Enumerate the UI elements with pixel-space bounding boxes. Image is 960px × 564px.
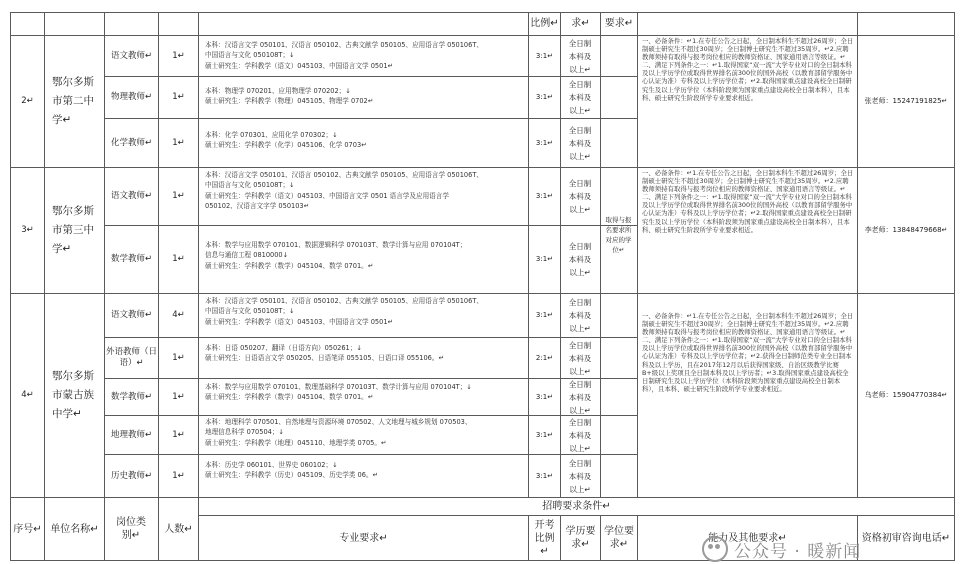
unit-name: 鄂尔多斯市蒙古族中学↵: [52, 370, 94, 420]
footer-ability: 能力及其他要求↵: [708, 532, 787, 544]
watermark: [702, 536, 861, 562]
major-req: 本科：日语 050207、翻译（日语方向）050261；↓ 硕士研究生：日语语言文学 050205、日语笔译 055105、日语口译 055106。↵: [205, 344, 444, 363]
footer-ratio: 开考比例↵: [534, 519, 555, 557]
rule: [10, 12, 954, 13]
header-ratio: 比例↵: [530, 18, 559, 29]
post-num: 1↵: [172, 391, 185, 402]
post-edu: 全日制本科及以上↵: [568, 298, 592, 333]
watermark-text: 公众号 · 暖新闻: [734, 541, 862, 562]
rule: [560, 12, 561, 498]
post-ratio: 3:1↵: [535, 392, 554, 401]
post-num: 1↵: [172, 254, 185, 264]
rule: [600, 515, 601, 561]
post-edu: 全日制本科及以上↵: [568, 417, 592, 453]
footer-major: 专业要求↵: [339, 532, 388, 544]
row-seq: 3↵: [21, 225, 34, 235]
post-ratio: 3:1↵: [535, 311, 554, 319]
degree-req: 取得与报名要求所对应的学位↵: [605, 216, 632, 254]
post-ratio: 3:1↵: [535, 471, 554, 480]
post-edu: 全日制本科及以上↵: [568, 340, 592, 376]
wechat-icon: [702, 536, 728, 562]
post-edu: 全日制本科及以上↵: [568, 125, 592, 161]
rule: [44, 12, 45, 561]
post-title: 数学教师↵: [110, 391, 153, 402]
footer-post-type: 岗位类别↵: [116, 517, 146, 541]
footer-contact: 资格初审咨询电话↵: [861, 532, 951, 544]
footer-unit: 单位名称↵: [50, 523, 99, 535]
post-title: 语文教师↵: [110, 310, 153, 320]
rule: [954, 12, 955, 561]
major-req: 本科：地理科学 070501、自然地理与资源环境 070502、人文地理与城乡规划 070503、 地理信息科学 070504；↓ 硕士研究生：学科教学（地理）045110、地理学类 0705。↵: [205, 418, 472, 447]
post-edu: 全日制本科及以上↵: [568, 379, 592, 415]
ability-req: 一、必备条件：↵1.在专任公告之日起，全日制本科生不超过26周岁；全日制硕士研究生不超过30周岁；全日制博士研究生不超过35周岁。↵2.应聘教师须持有取得与报考岗位相应的教师资格证、国家通用语言等级证。↵二、满足下列条件之一：↵1.取得国家“双一流”大学专业对口的全日制本科及以上学历学位或取得世界排名前300位的国外高校（以教育部留学服务中心认证为准）专科及以上学历学位者；↵2.取得国家重点建设高校全日制研究生及以上学历学位（本科阶段须为国家重点建设高校全日制本科），且本科、硕士研究生阶段所学专业要求相近。: [642, 37, 854, 102]
post-num: 1↵: [172, 50, 185, 61]
post-ratio: 3:1↵: [535, 255, 554, 263]
rule: [198, 12, 199, 561]
ability-req: 一、必备条件：↵1.在专任公告之日起，全日制本科生不超过26周岁；全日制硕士研究生不超过30周岁；全日制博士研究生不超过35周岁。↵2.应聘教师须持有取得与报考岗位相应的教师资格证、国家通用语言等级证。↵二、满足下列条件之一：↵1.取得国家“双一流”大学专业对口的全日制本科及以上学历学位或取得世界排名前300位的国外高校（以教育部留学服务中心认证为准）专科及以上学历学位者；↵2.取得国家重点建设高校全日制研究生及以上学历学位（本科阶段须为国家重点建设高校全日制本科），且本科、硕士研究生阶段所学专业要求相近。: [642, 169, 854, 234]
major-req: 本科：汉语言文学 050101、汉语言 050102、古典文献学 050105、应用语言学 050106T、 中国语言与文化 050108T；↓ 硕士研究生：学科教学（语文）045103、中国语言文学 0501↵: [205, 41, 483, 70]
major-req: 本科：数学与应用数学 070101、数据逻辑科学 070103T、数学计算与应用 070104T； 信息与通信工程 0810000↓ 硕士研究生：学科教学（数学）045104、数学 0701。↵: [205, 241, 467, 270]
post-edu: 全日制本科及以上↵: [568, 38, 592, 74]
unit-name: 鄂尔多斯市第二中学↵: [52, 76, 94, 126]
post-edu: 全日制本科及以上↵: [568, 242, 592, 277]
rule: [600, 12, 601, 498]
footer-edu: 学历要求↵: [565, 526, 596, 550]
post-ratio: 3:1↵: [535, 93, 554, 101]
post-title: 语文教师↵: [110, 191, 153, 201]
post-title: 外语教师（日语）↵: [106, 347, 157, 368]
post-title: 地理教师↵: [110, 429, 153, 440]
major-req: 本科：汉语言文学 050101、汉语言 050102、古典文献学 050105、应用语言学 050106T、 中国语言与文化 050108T；↓ 硕士研究生：学科教学（语文）045103、中国语言文学 0501↵: [205, 297, 483, 326]
row-seq: 2↵: [21, 96, 34, 106]
footer-degree: 学位要求↵: [604, 526, 634, 550]
major-req: 本科：汉语言文学 050101、汉语言 050102、古典文献学 050105、应用语言学 050106T、 中国语言与文化 050108T；↓ 硕士研究生：学科教学（语文）045103、中国语言文学 0501 语言学及应用语言学 050102、汉语言文字学 050103↵: [205, 171, 483, 211]
contact-phone: 乌老师：15904770384↵: [864, 391, 948, 399]
header-edu: 求↵: [571, 18, 590, 29]
post-title: 数学教师↵: [110, 254, 153, 264]
post-ratio: 3:1↵: [535, 51, 554, 60]
post-num: 1↵: [172, 137, 185, 148]
footer-num: 人数↵: [164, 523, 193, 535]
post-ratio: 2:1↵: [535, 353, 554, 362]
ability-req: 一、必备条件：↵1.在专任公告之日起，全日制本科生不超过26周岁；全日制硕士研究生不超过30周岁；全日制博士研究生不超过35周岁。↵2.应聘教师须持有取得与报考岗位相应的教师资格证、国家通用语言等级证。↵二、满足下列条件之一：↵1.取得国家“双一流”大学专业对口的全日制本科及以上学历学位或取得世界排名前300位的国外高校（以教育部留学服务中心认证为准）专科及以上学历学位者；↵2.获得全日制师范类专业全日制本科及以上学历，且在2017年12月以后获得国家级、自治区级教学比赛B+级以上奖项且全日制本科及以上学历者；↵3.取得国家重点建设高校全日制研究生及以上学历学位（本科阶段须为国家重点建设高校全日制本科），且本科、硕士研究生阶段所学专业要求相近。: [642, 312, 854, 393]
post-num: 1↵: [172, 470, 185, 481]
post-title: 化学教师↵: [110, 137, 153, 148]
major-req: 本科：数学与应用数学 070101、数理基础科学 070103T、数学计算与应用 070104T；↓ 硕士研究生：学科教学（数学）045104、数学 0701。↵: [205, 383, 472, 402]
rule: [528, 515, 529, 561]
header-degree: 要求↵: [604, 18, 634, 29]
major-req: 本科：历史学 060101、世界史 060102；↓ 硕士研究生：学科教学（历史）045109、历史学类 06。↵: [205, 461, 379, 480]
major-req: 本科：化学 070301、应用化学 070302；↓ 硕士研究生：学科教学（化学）045106、化学 0703↵: [205, 131, 367, 150]
major-req: 本科：物理学 070201、应用物理学 070202；↓ 硕士研究生：学科教学（物理）045105、物理学 0702↵: [205, 87, 374, 106]
rule: [637, 12, 638, 498]
post-num: 1↵: [172, 191, 185, 201]
post-num: 1↵: [172, 92, 185, 102]
post-title: 语文教师↵: [110, 50, 153, 61]
post-title: 历史教师↵: [110, 470, 153, 481]
post-num: 1↵: [172, 429, 185, 440]
contact-phone: 李老师：13848479668↵: [864, 226, 948, 234]
post-edu: 全日制本科及以上↵: [568, 458, 592, 494]
post-edu: 全日制本科及以上↵: [568, 80, 592, 115]
rule: [560, 515, 561, 561]
post-ratio: 3:1↵: [535, 192, 554, 200]
post-num: 4↵: [172, 310, 185, 320]
post-title: 物理教师↵: [110, 92, 153, 102]
unit-name: 鄂尔多斯市第三中学↵: [52, 205, 94, 255]
post-ratio: 3:1↵: [535, 430, 554, 439]
post-num: 1↵: [172, 352, 185, 363]
footer-conditions: 招聘要求条件↵: [542, 501, 611, 512]
contact-phone: 张老师：15247191825↵: [864, 97, 948, 105]
post-edu: 全日制本科及以上↵: [568, 179, 592, 214]
row-seq: 4↵: [21, 390, 34, 400]
post-ratio: 3:1↵: [535, 138, 554, 147]
footer-seq: 序号↵: [13, 523, 42, 535]
